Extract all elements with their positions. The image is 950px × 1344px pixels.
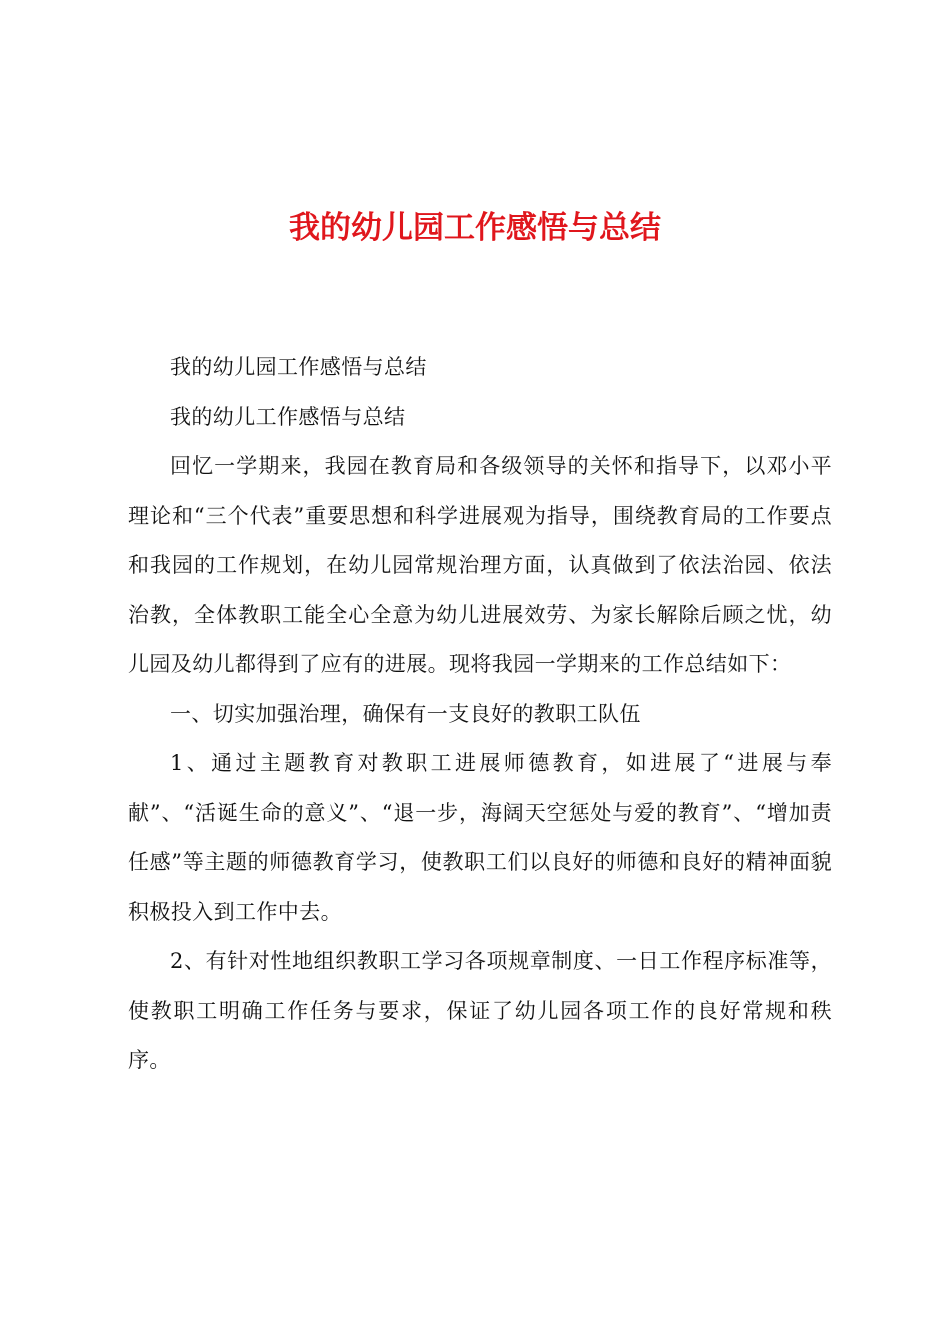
section-heading-1: 一、切实加强治理，确保有一支良好的教职工队伍 bbox=[170, 701, 641, 726]
paragraph-intro: 回忆一学期来，我园在教育局和各级领导的关怀和指导下，以邓小平理论和“三个代表”重要思想和科学进展观为指导，围绕教育局的工作要点和我园的工作规划，在幼儿园常规治理方面，认真做到了依法治园、依法治教，全体教职工能全心全意为幼儿进展效劳、为家长解除后顾之忧，幼儿园及幼儿都得到了应有的进展。现将我园一学期来的工作总结如下： bbox=[128, 454, 832, 676]
paragraph-subtitle-1: 我的幼儿园工作感悟与总结 bbox=[170, 355, 427, 379]
paragraph-subtitle-2: 我的幼儿工作感悟与总结 bbox=[170, 404, 406, 429]
document-body bbox=[128, 343, 832, 1086]
paragraph-item-2: 2、有针对性地组织教职工学习各项规章制度、一日工作程序标准等，使教职工明确工作任务与要求，保证了幼儿园各项工作的良好常规和秩序。 bbox=[128, 949, 832, 1072]
document-title: 我的幼儿园工作感悟与总结 bbox=[289, 210, 661, 246]
paragraph-item-1: 1、通过主题教育对教职工进展师德教育，如进展了“进展与奉献”、“活诞生命的意义”、“退一步，海阔天空惩处与爱的教育”、“增加责任感”等主题的师德教育学习，使教职工们以良好的师德和良好的精神面貌积极投入到工作中去。 bbox=[128, 751, 832, 924]
